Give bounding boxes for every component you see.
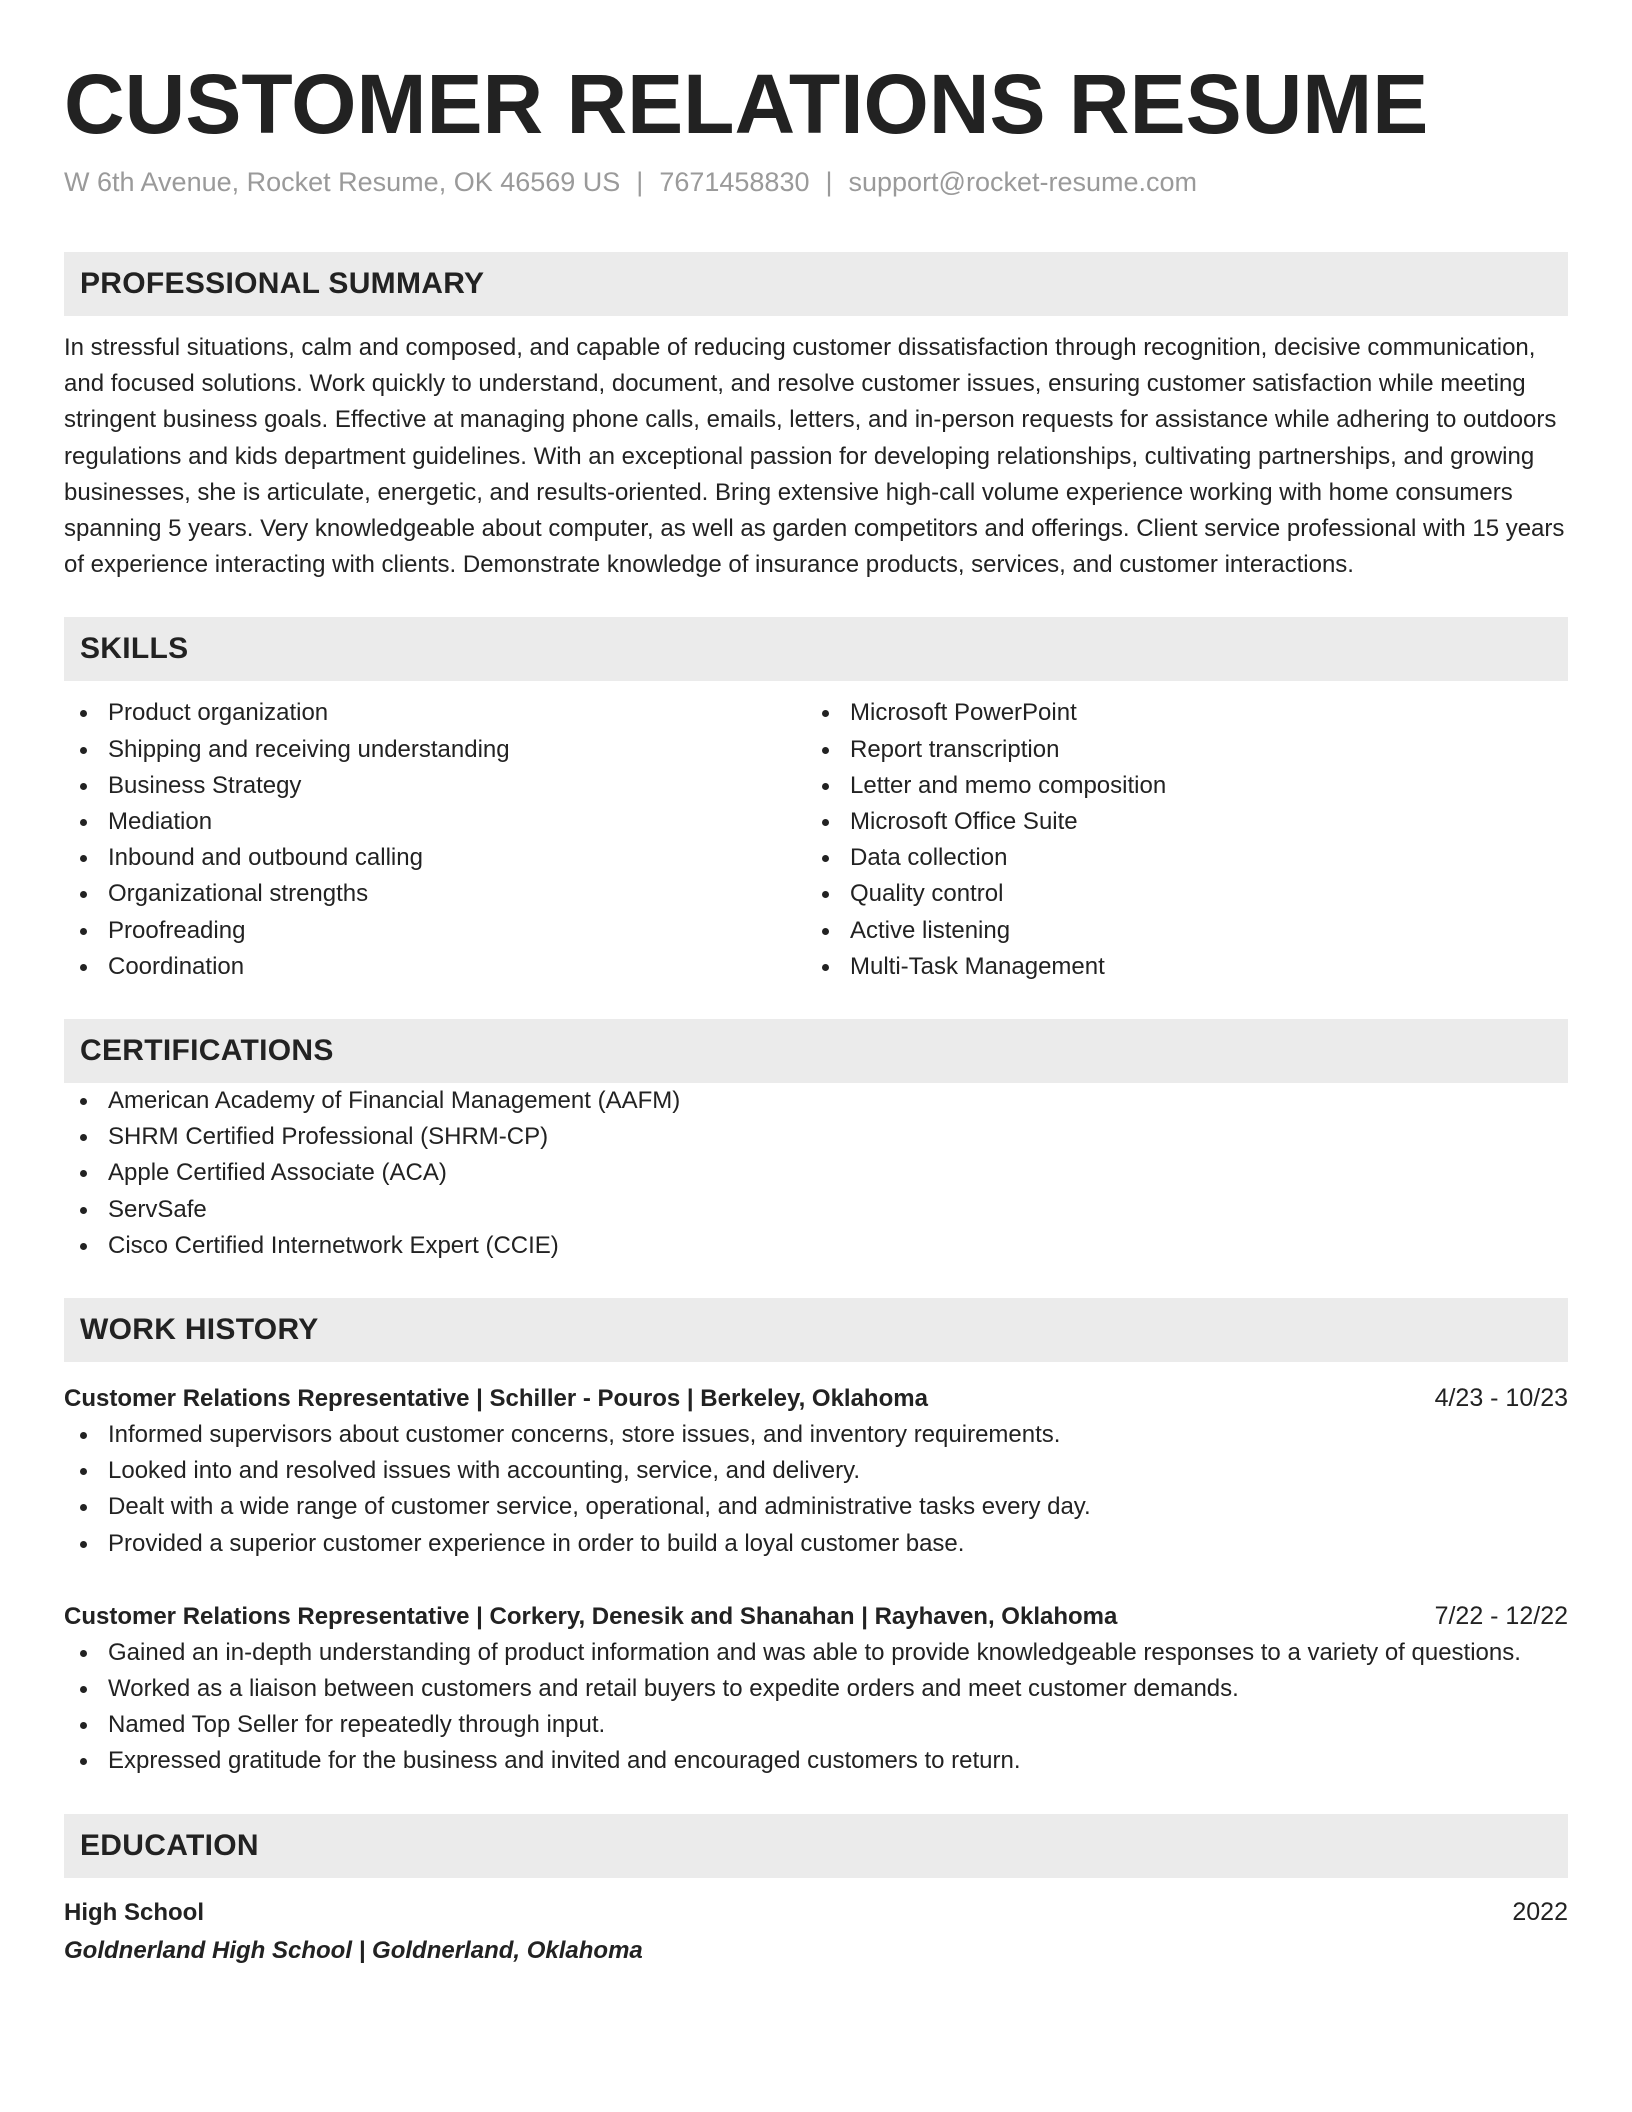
skills-list-right — [806, 695, 1548, 985]
certification-item: Cisco Certified Internetwork Expert (CCIE) — [64, 1228, 1568, 1264]
job-duty-item: Gained an in-depth understanding of product information and was able to provide knowledgeable responses to a variety of questions. — [64, 1635, 1568, 1671]
contact-separator: | — [636, 167, 644, 197]
skill-item: Proofreading — [64, 913, 806, 949]
education-school: Goldnerland High School | Goldnerland, Oklahoma — [64, 1936, 643, 1964]
skill-item: Inbound and outbound calling — [64, 840, 806, 876]
certification-item: Apple Certified Associate (ACA) — [64, 1155, 1568, 1191]
job-duty-item: Worked as a liaison between customers and retail buyers to expedite orders and meet customer demands. — [64, 1671, 1568, 1707]
job-title: Customer Relations Representative | Corkery, Denesik and Shanahan | Rayhaven, Oklahoma — [64, 1602, 1118, 1630]
skill-item: Product organization — [64, 695, 806, 731]
skill-item: Organizational strengths — [64, 876, 806, 912]
skills-grid — [64, 695, 1568, 985]
contact-line — [64, 164, 1568, 200]
education-header — [64, 1894, 1568, 1931]
job-header — [64, 1598, 1568, 1635]
section-header-education: EDUCATION — [64, 1814, 1568, 1878]
skill-item: Business Strategy — [64, 768, 806, 804]
contact-separator: | — [825, 167, 833, 197]
skills-list-left — [64, 695, 806, 985]
certification-item: American Academy of Financial Management (AAFM) — [64, 1083, 1568, 1119]
certification-item: ServSafe — [64, 1192, 1568, 1228]
skill-item: Microsoft PowerPoint — [806, 695, 1548, 731]
job-duty-item: Expressed gratitude for the business and invited and encouraged customers to return. — [64, 1743, 1568, 1779]
section-header-skills: SKILLS — [64, 617, 1568, 681]
contact-email: support@rocket-resume.com — [848, 167, 1198, 197]
job-dates: 4/23 - 10/23 — [1434, 1384, 1568, 1413]
job-duty-item: Provided a superior customer experience in order to build a loyal customer base. — [64, 1526, 1568, 1562]
skill-item: Microsoft Office Suite — [806, 804, 1548, 840]
section-header-summary: PROFESSIONAL SUMMARY — [64, 252, 1568, 316]
skill-item: Multi-Task Management — [806, 949, 1548, 985]
job-title: Customer Relations Representative | Schiller - Pouros | Berkeley, Oklahoma — [64, 1385, 928, 1413]
skill-item: Data collection — [806, 840, 1548, 876]
contact-address: W 6th Avenue, Rocket Resume, OK 46569 US — [64, 167, 621, 197]
job-duty-item: Dealt with a wide range of customer service, operational, and administrative tasks every day. — [64, 1489, 1568, 1525]
job-duties-list — [64, 1417, 1568, 1562]
job-duty-item: Informed supervisors about customer concerns, store issues, and inventory requirements. — [64, 1417, 1568, 1453]
job-header — [64, 1380, 1568, 1417]
skill-item: Shipping and receiving understanding — [64, 732, 806, 768]
resume-title: CUSTOMER RELATIONS RESUME — [64, 57, 1429, 151]
education-degree: High School — [64, 1898, 204, 1926]
section-header-certifications: CERTIFICATIONS — [64, 1019, 1568, 1083]
skill-item: Mediation — [64, 804, 806, 840]
section-header-work-history: WORK HISTORY — [64, 1298, 1568, 1362]
job-duty-item: Named Top Seller for repeatedly through input. — [64, 1707, 1568, 1743]
job-dates: 7/22 - 12/22 — [1434, 1601, 1568, 1630]
skill-item: Letter and memo composition — [806, 768, 1548, 804]
summary-text: In stressful situations, calm and composed, and capable of reducing customer dissatisfaction through recognition, decisive communication, and focused solutions. Work quickly to understand, document, and resolve customer issues, ensuring customer satisfaction while meeting stringent business goals. Effective at managing phone calls, emails, letters, and in-person requests for assistance while adhering to outdoors regulations and kids department guidelines. With an exceptional passion for developing relationships, cultivating partnerships, and growing businesses, she is articulate, energetic, and results-oriented. Bring extensive high-call volume experience working with home consumers spanning 5 years. Very knowledgeable about computer, as well as garden competitors and offerings. Client service professional with 15 years of experience interacting with clients. Demonstrate knowledge of insurance products, services, and customer interactions. — [64, 334, 1565, 579]
certifications-list — [64, 1083, 1568, 1264]
certification-item: SHRM Certified Professional (SHRM-CP) — [64, 1119, 1568, 1155]
skill-item: Coordination — [64, 949, 806, 985]
job-duties-list — [64, 1635, 1568, 1780]
education-year: 2022 — [1512, 1897, 1568, 1926]
job-duty-item: Looked into and resolved issues with accounting, service, and delivery. — [64, 1453, 1568, 1489]
contact-phone: 7671458830 — [659, 167, 810, 197]
skill-item: Report transcription — [806, 732, 1548, 768]
skill-item: Active listening — [806, 913, 1548, 949]
skill-item: Quality control — [806, 876, 1548, 912]
